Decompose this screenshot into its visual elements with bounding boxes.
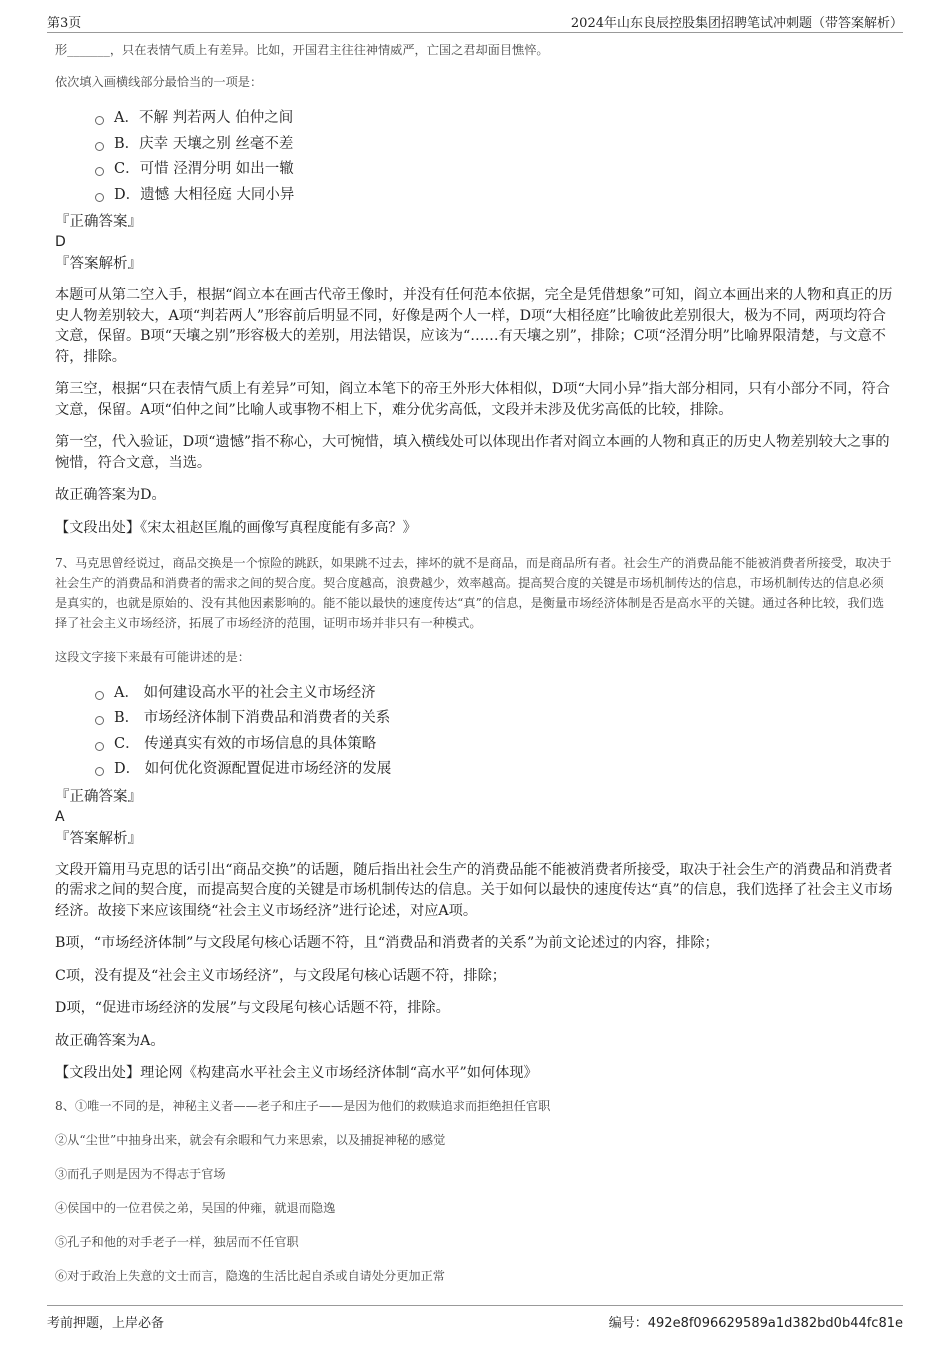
- radio-icon[interactable]: [95, 767, 104, 776]
- q7-analysis-p1: 文段开篇用马克思的话引出“商品交换”的话题，随后指出社会生产的消费品能不能被消费者所接受，取决于社会生产的消费品和消费者的需求之间的契合度，而提高契合度的关键是市场机制传达的信息。关于如何以最快的速度传达“真”的信息，我们选择了社会主义市场经济。故接下来应该围绕“社会主义市场经济”进行论述，对应A项。: [55, 861, 893, 919]
- radio-icon[interactable]: [95, 142, 104, 151]
- q6-answer-block: [55, 212, 895, 275]
- page-content: [55, 40, 895, 1286]
- q8-item-6: ⑥对于政治上失意的文士而言，隐逸的生活比起自杀或自请处分更加正常: [55, 1269, 445, 1283]
- q6-option-a[interactable]: A．不解 判若两人 伯仲之间: [95, 106, 895, 132]
- q7-analysis-conclusion: 故正确答案为A。: [55, 1032, 165, 1049]
- q7-analysis-d: D项，“促进市场经济的发展”与文段尾句核心话题不符，排除。: [55, 1000, 450, 1016]
- q8-item-3: ③而孔子则是因为不得志于官场: [55, 1167, 226, 1181]
- q7-options: [55, 681, 895, 783]
- q7-option-a[interactable]: A． 如何建设高水平的社会主义市场经济: [95, 681, 895, 707]
- q6-analysis-p1: 本题可从第二空入手，根据“阎立本在画古代帝王像时，并没有任何范本依据，完全是凭借想象”可知，阎立本画出来的人物和真正的历史人物差别较大，A项“判若两人”形容前后明显不同，好像是两个人一样，D项“大相径庭”比喻彼此差别很大，极为不同，两项均符合文意，保留。B项“天壤之别”形容极大的差别，用法错误，应该为“……有天壤之别”，排除；C项“泾渭分明”比喻界限清楚，与文意不符，排除。: [55, 287, 893, 365]
- document-title: 2024年山东良辰控股集团招聘笔试冲刺题（带答案解析）: [570, 16, 903, 31]
- q6-answer-value: D: [55, 234, 66, 250]
- q7-analysis-b: B项，“市场经济体制”与文段尾句核心话题不符，且“消费品和消费者的关系”为前文论述过的内容，排除；: [55, 935, 719, 951]
- page-header: [47, 10, 903, 32]
- q8-item-5: ⑤孔子和他的对手老子一样，独居而不任官职: [55, 1235, 299, 1249]
- q7-analysis-label: 『答案解析』: [55, 830, 142, 847]
- q7-analysis-c: C项，没有提及“社会主义市场经济”，与文段尾句核心话题不符，排除；: [55, 967, 506, 984]
- page-number: 第3页: [47, 16, 82, 31]
- footer-code: [609, 1312, 903, 1331]
- q7-option-b[interactable]: B． 市场经济体制下消费品和消费者的关系: [95, 706, 895, 732]
- header-divider: [47, 32, 903, 33]
- footer-slogan: 考前押题，上岸必备: [47, 1316, 165, 1331]
- q8-item-1: 8、①唯一不同的是，神秘主义者——老子和庄子——是因为他们的救赎追求而拒绝担任官职: [55, 1099, 551, 1113]
- q6-stem-continuation: 形_______，只在表情气质上有差异。比如，开国君主往往神情威严，亡国之君却面目憔悴。: [55, 43, 549, 57]
- q7-option-d[interactable]: D． 如何优化资源配置促进市场经济的发展: [95, 757, 895, 783]
- q7-prompt: 这段文字接下来最有可能讲述的是：: [55, 649, 250, 664]
- radio-icon[interactable]: [95, 691, 104, 700]
- q6-source: 【文段出处】《宋太祖赵匡胤的画像写真程度能有多高？》: [55, 519, 417, 536]
- q7-answer-value: A: [55, 808, 65, 825]
- footer-code-value: 492e8f096629589a1d382bd0b44fc81e: [647, 1316, 903, 1331]
- q6-analysis-label: 『答案解析』: [55, 256, 142, 272]
- q6-option-d[interactable]: D．遗憾 大相径庭 大同小异: [95, 183, 895, 209]
- q7-answer-label: 『正确答案』: [55, 788, 142, 805]
- q6-analysis-conclusion: 故正确答案为D。: [55, 487, 166, 503]
- footer-divider: [47, 1305, 903, 1306]
- q6-analysis-p2: 第三空，根据“只在表情气质上有差异”可知，阎立本笔下的帝王外形大体相似，D项“大同小异”指大部分相同，只有小部分不同，符合文意，保留。A项“伯仲之间”比喻人或事物不相上下，难分优劣高低，文段并未涉及优劣高低的比较，排除。: [55, 381, 890, 418]
- q6-options: [55, 106, 895, 208]
- q6-option-c[interactable]: C．可惜 泾渭分明 如出一辙: [95, 157, 895, 183]
- q6-prompt: 依次填入画横线部分最恰当的一项是：: [55, 75, 263, 89]
- q7-source: 【文段出处】理论网《构建高水平社会主义市场经济体制“高水平”如何体现》: [55, 1065, 538, 1081]
- q6-analysis-p3: 第一空，代入验证，D项“遗憾”指不称心，大可惋惜，填入横线处可以体现出作者对阎立本画的人物和真正的历史人物差别较大之事的惋惜，符合文意，当选。: [55, 434, 890, 471]
- q7-stem: 7、马克思曾经说过，商品交换是一个惊险的跳跃，如果跳不过去，摔坏的就不是商品，而是商品所有者。社会生产的消费品能不能被消费者所接受，取决于社会生产的消费品和消费者的需求之间的契合度。契合度越高，浪费越少，效率越高。提高契合度的关键是市场机制传达的信息，市场机制传达的信息必须是真实的，也就是原始的、没有其他因素影响的。能不能以最快的速度传达“真”的信息，是衡量市场经济体制是否是高水平的关键。通过各种比较，我们选择了社会主义市场经济，拓展了市场经济的范围，证明市场并非只有一种模式。: [55, 555, 892, 630]
- q6-option-b[interactable]: B．庆幸 天壤之别 丝毫不差: [95, 132, 895, 158]
- q7-option-c[interactable]: C． 传递真实有效的市场信息的具体策略: [95, 732, 895, 758]
- radio-icon[interactable]: [95, 716, 104, 725]
- q7-answer-block: [55, 787, 895, 850]
- q6-answer-label: 『正确答案』: [55, 214, 142, 230]
- q8-item-4: ④侯国中的一位君侯之弟，吴国的仲雍，就退而隐逸: [55, 1201, 336, 1215]
- radio-icon[interactable]: [95, 167, 104, 176]
- radio-icon[interactable]: [95, 193, 104, 202]
- radio-icon[interactable]: [95, 116, 104, 125]
- radio-icon[interactable]: [95, 742, 104, 751]
- footer-code-label: 编号：: [608, 1316, 648, 1331]
- q8-item-2: ②从“尘世”中抽身出来，就会有余暇和气力来思索，以及捕捉神秘的感觉: [55, 1133, 446, 1147]
